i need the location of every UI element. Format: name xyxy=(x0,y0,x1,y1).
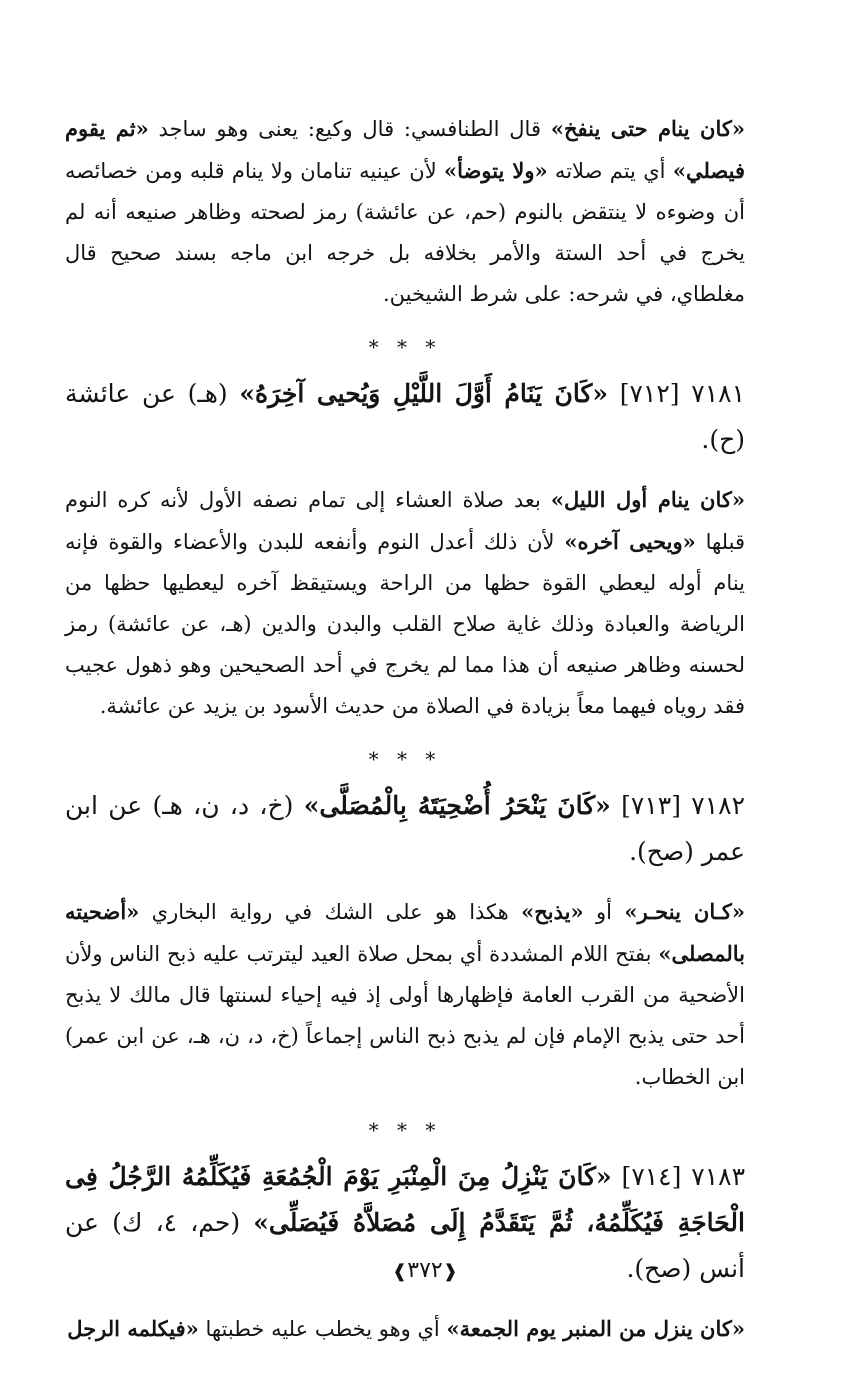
section-separator: * * * xyxy=(368,335,442,359)
commentary-text: بفتح اللام المشددة أي بمحل صلاة العيد ليترتب عليه ذبح الناس ولأن الأضحية من القرب العامة فإظهارها أولى إذ فيه إحياء لسنتها قال مالك لا يذبح أحد حتى يذبح الإمام فإن لم يذبح ذبح الناس إجماعاً (خ، د، ن، هـ، عن ابن عمر) ابن الخطاب. xyxy=(65,942,745,1089)
hadith-entry-7182 xyxy=(65,783,745,875)
bold-quote: «كان ينام حتى ينفخ» xyxy=(550,116,746,141)
section-separator: * * * xyxy=(368,747,442,771)
bold-quote: «كان ينام أول الليل» xyxy=(550,487,746,512)
bold-quote: «فيكلمه الرجل xyxy=(67,1316,199,1341)
hadith-text: «كَانَ يَنَامُ أَوَّلَ اللَّيْلِ وَيُحيى آخِرَهُ» xyxy=(239,379,608,408)
page-body xyxy=(65,108,745,1350)
bold-quote: «كـان ينحـر» xyxy=(624,899,745,924)
bold-quote: «ولا يتوضأ» xyxy=(444,158,548,183)
commentary-text: بعد صلاة العشاء إلى تمام نصفه الأول لأنه كره النوم قبلها xyxy=(65,488,745,554)
page-number-text: ٣٧٢ xyxy=(407,1258,443,1283)
commentary-text: هكذا هو على الشك في رواية البخاري xyxy=(139,900,522,924)
ornament-icon: ❰ xyxy=(442,1261,458,1282)
hadith-text: «كَانَ يَنْحَرُ أُضْحِيَتَهُ بِالْمُصَلَّى» xyxy=(303,791,611,820)
bold-quote: «ثم يقوم فيصلي» xyxy=(65,116,745,183)
commentary-text: قال الطنافسي: قال وكيع: يعنى وهو ساجد xyxy=(148,117,551,141)
commentary-paragraph-3 xyxy=(65,891,745,1098)
commentary-paragraph-2 xyxy=(65,479,745,727)
commentary-text: لأن ذلك أعدل النوم وأنفعه للبدن والأعضاء والقوة فإنه ينام أوله ليعطي القوة حظها من الراحة ويستيقظ آخره ليعطيها حظها من الرياضة والعبادة وذلك غاية صلاح القلب والبدن والدين (هـ، عن عائشة) رمز لحسنه وظاهر صنيعه أن هذا مما لم يخرج في أحد الصحيحين وهو ذهول عجيب فقد روياه فيهما معاً بزيادة في الصلاة من حديث الأسود بن يزيد عن عائشة. xyxy=(65,530,745,718)
section-separator: * * * xyxy=(368,1118,442,1142)
bold-quote: «أضحيته بالمصلى» xyxy=(65,899,745,966)
commentary-text: أي وهو يخطب عليه خطبتها xyxy=(198,1317,447,1341)
hadith-text: «كَانَ يَنْزِلُ مِنَ الْمِنْبَرِ يَوْمَ الْجُمُعَةِ فَيُكَلِّمُهُ الرَّجُلُ فِى الْحَاجَةِ فَيُكَلِّمُهُ، ثُمَّ يَتَقَدَّمُ إِلَى مُصَلاَّهُ فَيُصَلِّى» xyxy=(65,1162,745,1237)
commentary-paragraph-4 xyxy=(65,1308,745,1350)
hadith-source: (حم، ٤، ك) عن أنس (صح). xyxy=(65,1208,745,1283)
commentary-paragraph-1 xyxy=(65,108,745,315)
hadith-number: ٧١٨٢ [٧١٣] xyxy=(610,791,746,820)
hadith-source: (خ، د، ن، هـ) عن ابن عمر (صح). xyxy=(65,791,745,866)
hadith-number: ٧١٨١ [٧١٢] xyxy=(607,379,745,408)
ornament-icon: ❱ xyxy=(392,1261,408,1282)
hadith-entry-7181 xyxy=(65,371,745,463)
bold-quote: «يذبح» xyxy=(521,899,584,924)
bold-quote: «كان ينزل من المنبر يوم الجمعة» xyxy=(446,1316,745,1341)
commentary-text: أي يتم صلاته xyxy=(547,159,673,183)
hadith-number: ٧١٨٣ [٧١٤] xyxy=(611,1162,746,1191)
bold-quote: «ويحيى آخره» xyxy=(564,529,696,554)
hadith-source: (هـ) عن عائشة (ح). xyxy=(65,379,745,454)
commentary-text: لأن عينيه تنامان ولا ينام قلبه ومن خصائصه أن وضوءه لا ينتقض بالنوم (حم، عن عائشة) رمز لصحته وظاهر صنيعه أنه لم يخرج في أحد الستة والأمر بخلافه بل خرجه ابن ماجه بسند صحيح قال مغلطاي، في شرحه: على شرط الشيخين. xyxy=(65,159,745,306)
commentary-text: أو xyxy=(583,900,625,924)
page-number xyxy=(0,1258,850,1283)
